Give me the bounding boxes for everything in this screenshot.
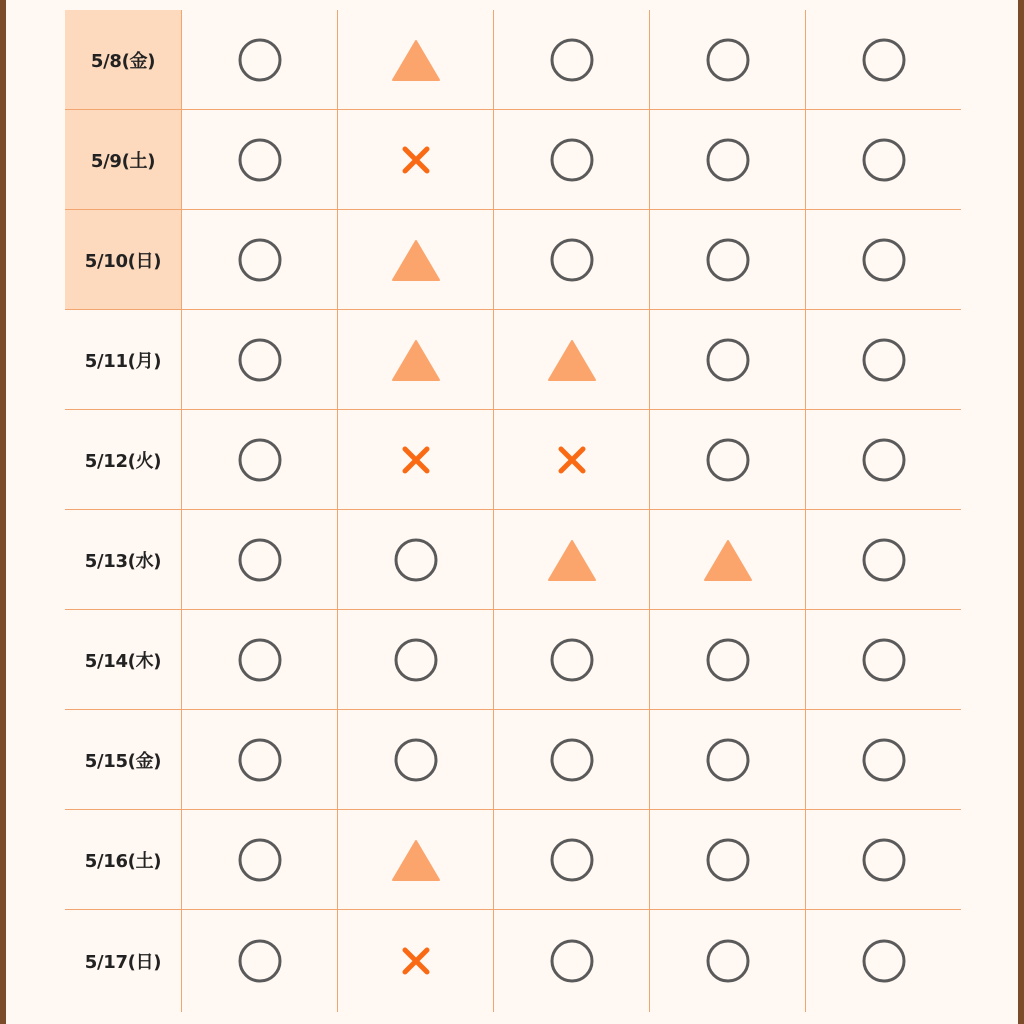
triangle-icon <box>547 335 597 385</box>
availability-cell <box>338 410 494 510</box>
availability-cell <box>338 210 494 310</box>
date-label: 5/8(金) <box>65 10 182 110</box>
circle-icon <box>859 936 909 986</box>
availability-cell <box>806 510 962 610</box>
cross-icon <box>391 936 441 986</box>
cross-icon <box>391 435 441 485</box>
circle-icon <box>859 435 909 485</box>
date-label: 5/17(日) <box>84 952 162 973</box>
circle-icon <box>703 235 753 285</box>
availability-cell <box>182 810 338 910</box>
availability-table <box>65 10 961 1012</box>
availability-cell <box>182 610 338 710</box>
availability-cell <box>182 910 338 1013</box>
availability-cell <box>494 510 650 610</box>
availability-table-body <box>65 10 961 1012</box>
availability-cell <box>494 310 650 410</box>
date-label: 5/13(水) <box>65 510 182 610</box>
availability-cell <box>650 210 806 310</box>
circle-icon <box>859 735 909 785</box>
triangle-icon <box>391 235 441 285</box>
circle-icon <box>235 435 285 485</box>
circle-icon <box>547 936 597 986</box>
date-label: 5/16(土) <box>65 810 182 910</box>
availability-cell <box>338 110 494 210</box>
circle-icon <box>235 936 285 986</box>
triangle-icon <box>391 35 441 85</box>
availability-cell <box>338 710 494 810</box>
circle-icon <box>235 735 285 785</box>
availability-cell <box>650 710 806 810</box>
availability-cell <box>182 110 338 210</box>
circle-icon <box>391 735 441 785</box>
schedule-row <box>65 810 961 910</box>
circle-icon <box>859 35 909 85</box>
circle-icon <box>235 535 285 585</box>
triangle-icon <box>391 835 441 885</box>
schedule-row <box>65 310 961 410</box>
availability-cell <box>338 310 494 410</box>
circle-icon <box>235 135 285 185</box>
availability-cell <box>650 410 806 510</box>
availability-cell <box>182 510 338 610</box>
availability-cell <box>494 810 650 910</box>
circle-icon <box>547 35 597 85</box>
circle-icon <box>859 835 909 885</box>
availability-cell <box>494 110 650 210</box>
availability-cell <box>650 610 806 710</box>
availability-cell <box>806 110 962 210</box>
availability-cell <box>650 910 806 1013</box>
triangle-icon <box>703 535 753 585</box>
circle-icon <box>547 835 597 885</box>
cross-icon <box>391 135 441 185</box>
circle-icon <box>703 936 753 986</box>
schedule-row <box>65 910 961 1013</box>
circle-icon <box>703 435 753 485</box>
circle-icon <box>235 35 285 85</box>
schedule-row <box>65 710 961 810</box>
circle-icon <box>859 635 909 685</box>
availability-cell <box>494 610 650 710</box>
availability-cell <box>650 310 806 410</box>
availability-cell <box>338 810 494 910</box>
circle-icon <box>547 235 597 285</box>
circle-icon <box>235 335 285 385</box>
circle-icon <box>703 35 753 85</box>
circle-icon <box>235 235 285 285</box>
availability-cell <box>338 510 494 610</box>
circle-icon <box>547 135 597 185</box>
availability-cell <box>806 710 962 810</box>
circle-icon <box>235 635 285 685</box>
circle-icon <box>547 635 597 685</box>
date-label: 5/11(月) <box>65 310 182 410</box>
availability-panel <box>6 0 1018 1024</box>
circle-icon <box>547 735 597 785</box>
circle-icon <box>703 335 753 385</box>
circle-icon <box>391 635 441 685</box>
schedule-row <box>65 10 961 110</box>
schedule-row <box>65 110 961 210</box>
circle-icon <box>703 835 753 885</box>
availability-cell <box>182 210 338 310</box>
circle-icon <box>859 535 909 585</box>
availability-cell <box>338 610 494 710</box>
circle-icon <box>703 135 753 185</box>
schedule-row <box>65 610 961 710</box>
availability-cell <box>650 10 806 110</box>
availability-cell <box>650 110 806 210</box>
circle-icon <box>235 835 285 885</box>
availability-cell <box>806 10 962 110</box>
triangle-icon <box>547 535 597 585</box>
availability-cell <box>806 210 962 310</box>
availability-cell <box>338 10 494 110</box>
date-label: 5/12(火) <box>65 410 182 510</box>
circle-icon <box>859 135 909 185</box>
availability-cell <box>650 510 806 610</box>
schedule-row <box>65 410 961 510</box>
date-label: 5/10(日) <box>65 210 182 310</box>
availability-cell <box>806 410 962 510</box>
availability-cell <box>806 810 962 910</box>
triangle-icon <box>391 335 441 385</box>
date-label: 5/9(土) <box>65 110 182 210</box>
availability-cell <box>650 810 806 910</box>
circle-icon <box>703 635 753 685</box>
circle-icon <box>391 535 441 585</box>
schedule-row <box>65 510 961 610</box>
availability-cell <box>494 910 650 1013</box>
circle-icon <box>859 235 909 285</box>
availability-cell <box>182 710 338 810</box>
date-label: 5/15(金) <box>65 710 182 810</box>
availability-cell <box>806 610 962 710</box>
schedule-row <box>65 210 961 310</box>
availability-cell <box>182 310 338 410</box>
availability-cell <box>182 410 338 510</box>
availability-cell <box>494 210 650 310</box>
cross-icon <box>547 435 597 485</box>
availability-cell <box>182 10 338 110</box>
circle-icon <box>859 335 909 385</box>
availability-cell <box>494 10 650 110</box>
circle-icon <box>703 735 753 785</box>
availability-cell <box>494 710 650 810</box>
availability-cell <box>806 310 962 410</box>
availability-cell <box>494 410 650 510</box>
availability-cell <box>806 910 962 1013</box>
date-label: 5/14(木) <box>65 610 182 710</box>
availability-cell <box>338 910 494 1013</box>
